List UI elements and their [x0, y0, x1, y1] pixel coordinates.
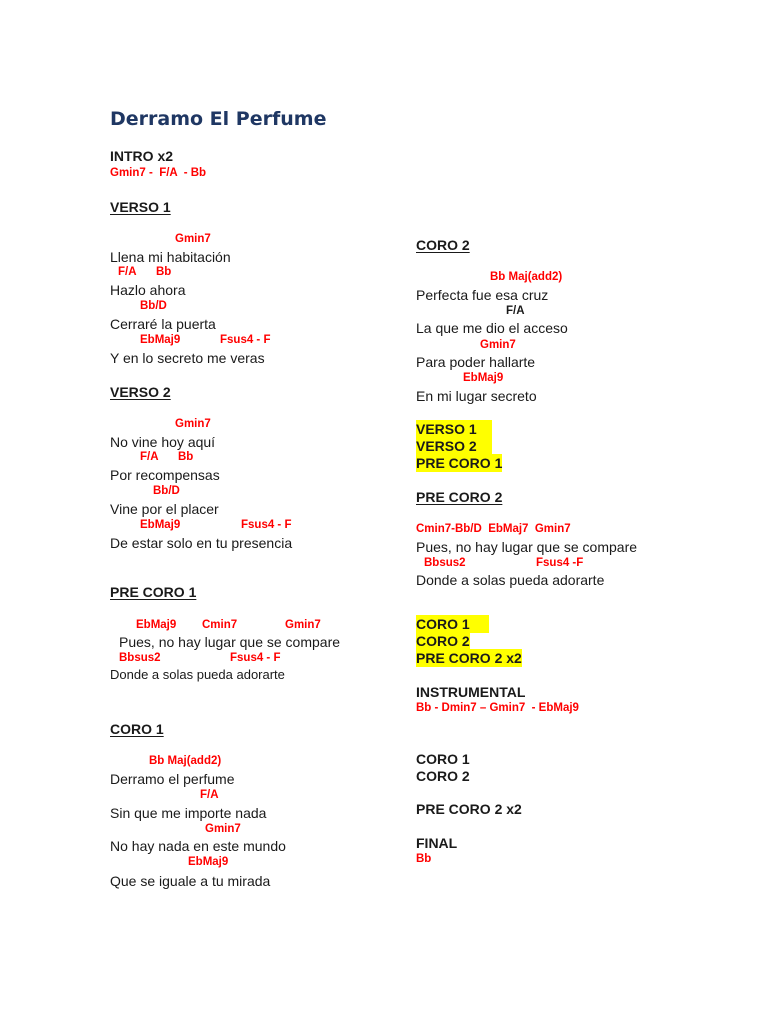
order1-item-3: PRE CORO 1	[416, 455, 503, 471]
precoro1-line-2: Donde a solas pueda adorarte	[110, 667, 285, 682]
order2-item-2: CORO 2	[416, 633, 470, 649]
precoro2-chord-2a: Bbsus2	[424, 557, 466, 569]
verso2-chord-2a: F/A	[140, 451, 159, 463]
coro1-line-1: Derramo el perfume	[110, 771, 235, 787]
instrumental-chords: Bb - Dmin7 – Gmin7 - EbMaj9	[416, 702, 579, 714]
verso2-chord-4b: Fsus4 - F	[241, 519, 292, 531]
coro2-line-3: Para poder hallarte	[416, 354, 536, 370]
precoro1-heading: PRE CORO 1	[110, 584, 197, 600]
precoro1-chord-2b: Fsus4 - F	[230, 652, 281, 664]
coro1-chord-4: EbMaj9	[188, 856, 229, 868]
coro2-heading: CORO 2	[416, 237, 470, 253]
verso1-chord-3: Bb/D	[140, 300, 167, 312]
final-heading: FINAL	[416, 835, 458, 851]
order1-item-2: VERSO 2	[416, 439, 492, 453]
song-title: Derramo El Perfume	[110, 108, 327, 130]
verso2-line-2: Por recompensas	[110, 467, 220, 483]
coro2-chord-1: Bb Maj(add2)	[490, 271, 563, 283]
verso2-line-4: De estar solo en tu presencia	[110, 535, 293, 551]
verso1-chord-2a: F/A	[118, 266, 137, 278]
verso1-line-2: Hazlo ahora	[110, 282, 186, 298]
order2-item-1: CORO 1	[416, 617, 489, 631]
precoro2-chord-1: Cmin7-Bb/D EbMaj7 Gmin7	[416, 523, 571, 535]
instrumental-heading: INSTRUMENTAL	[416, 684, 526, 700]
order2-item-3: PRE CORO 2 x2	[416, 650, 522, 666]
verso2-chord-2b: Bb	[178, 451, 194, 463]
coro2-line-1: Perfecta fue esa cruz	[416, 287, 549, 303]
verso2-chord-3: Bb/D	[153, 485, 180, 497]
coro1-chord-3: Gmin7	[205, 823, 241, 835]
order1-item-1: VERSO 1	[416, 422, 492, 436]
verso1-chord-2b: Bb	[156, 266, 172, 278]
precoro1-chord-1c: Gmin7	[285, 619, 321, 631]
verso2-chord-1: Gmin7	[175, 418, 211, 430]
verso2-line-1: No vine hoy aquí	[110, 434, 216, 450]
verso1-line-3: Cerraré la puerta	[110, 316, 216, 332]
verso1-line-4: Y en lo secreto me veras	[110, 350, 265, 366]
verso2-chord-4a: EbMaj9	[140, 519, 181, 531]
coro1-line-3: No hay nada en este mundo	[110, 838, 286, 854]
precoro1-line-1: Pues, no hay lugar que se compare	[119, 634, 341, 650]
coro1-line-2: Sin que me importe nada	[110, 805, 267, 821]
verso2-line-3: Vine por el placer	[110, 501, 219, 517]
coro1-chord-1: Bb Maj(add2)	[149, 755, 222, 767]
precoro1-chord-2a: Bbsus2	[119, 652, 161, 664]
precoro2-chord-2b: Fsus4 -F	[536, 557, 584, 569]
final-chords: Bb	[416, 853, 432, 865]
verso1-line-1: Llena mi habitación	[110, 249, 231, 265]
precoro2-line-2: Donde a solas pueda adorarte	[416, 572, 605, 588]
intro-heading: INTRO x2	[110, 148, 174, 164]
coro1-chord-2: F/A	[200, 789, 219, 801]
verso1-chord-1: Gmin7	[175, 233, 211, 245]
verso1-chord-4a: EbMaj9	[140, 334, 181, 346]
coro2-line-4: En mi lugar secreto	[416, 388, 537, 404]
precoro2-line-1: Pues, no hay lugar que se compare	[416, 539, 638, 555]
precoro1-chord-1b: Cmin7	[202, 619, 238, 631]
coro2-chord-4: EbMaj9	[463, 372, 504, 384]
order3-item-2: CORO 2	[416, 768, 470, 784]
coro2-chord-2: F/A	[506, 305, 525, 317]
coro1-line-4: Que se iguale a tu mirada	[110, 873, 271, 889]
intro-chords: Gmin7 - F/A - Bb	[110, 167, 207, 179]
order3-item-1: CORO 1	[416, 751, 470, 767]
verso2-heading: VERSO 2	[110, 384, 171, 400]
coro1-heading: CORO 1	[110, 721, 164, 737]
verso1-chord-4b: Fsus4 - F	[220, 334, 271, 346]
verso1-heading: VERSO 1	[110, 199, 171, 215]
precoro1-chord-1a: EbMaj9	[136, 619, 177, 631]
order4-item: PRE CORO 2 x2	[416, 801, 522, 817]
coro2-line-2: La que me dio el acceso	[416, 320, 568, 336]
precoro2-heading: PRE CORO 2	[416, 489, 503, 505]
coro2-chord-3: Gmin7	[480, 339, 516, 351]
